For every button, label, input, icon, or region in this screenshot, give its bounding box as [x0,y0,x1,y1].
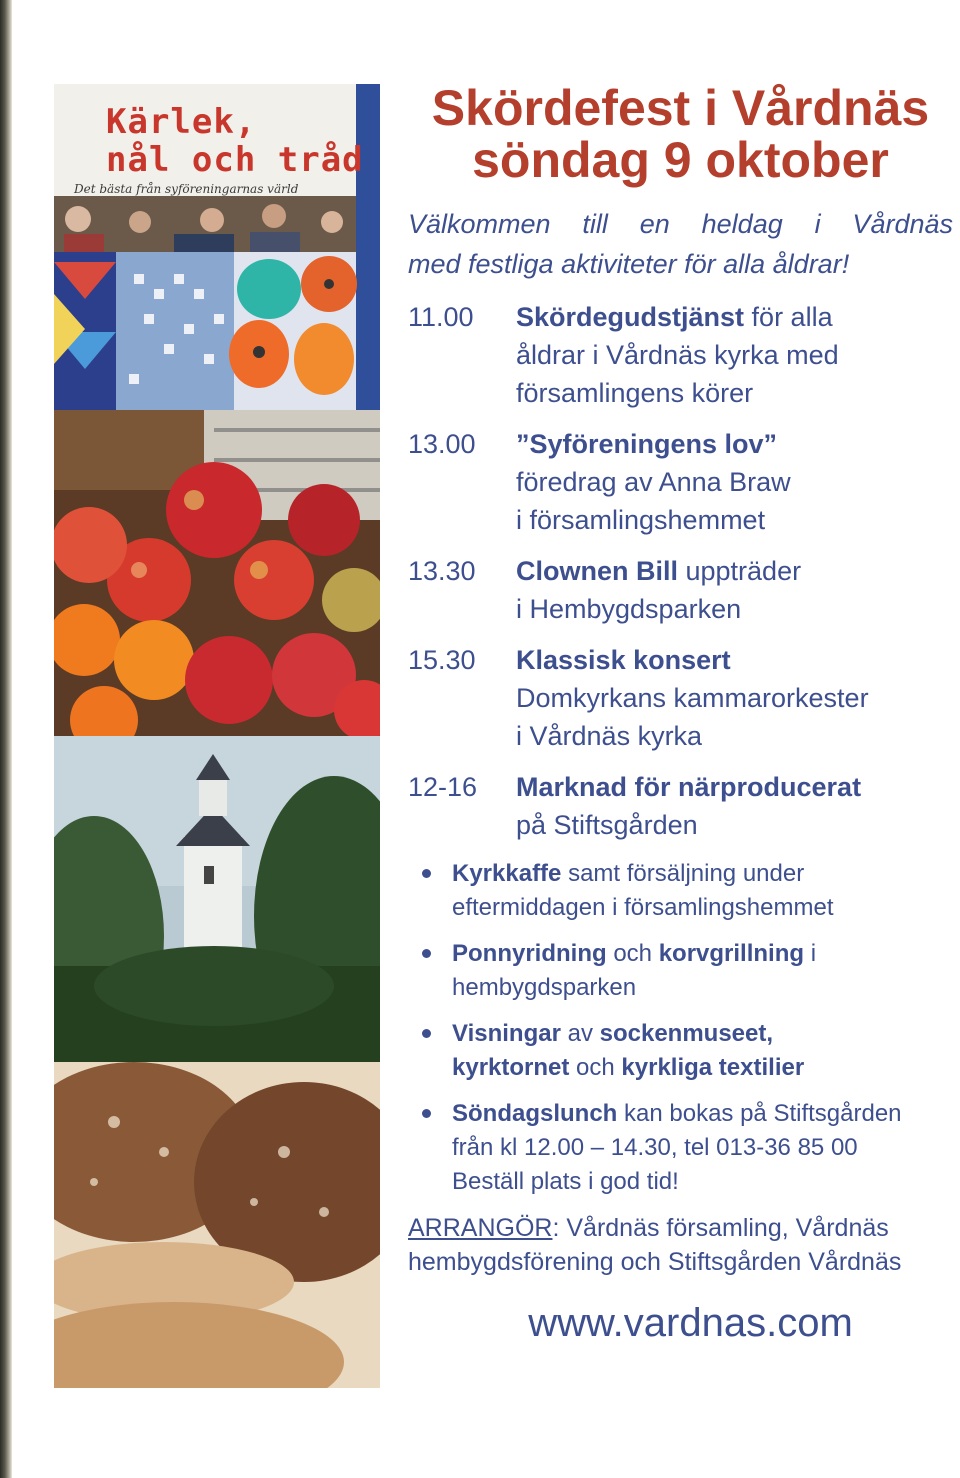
event-detail: i Vårdnäs kyrka [516,721,703,751]
title-line1: Skördefest i Vårdnäs [431,80,930,136]
event-time: 11.00 [408,302,474,332]
event-detail: på Stiftsgården [516,810,698,840]
event-title: Klassisk konsert [516,645,731,675]
organizer-label: ARRANGÖR [408,1214,553,1242]
website-url: www.vardnas.com [528,1301,853,1345]
item-highlight: Kyrkkaffe [452,860,562,887]
schedule [408,298,953,844]
event-detail: föredrag av Anna Braw [516,467,791,497]
list-item [408,857,953,925]
item-highlight: kyrkliga textilier [621,1054,805,1081]
item-text: samt försäljning under [561,860,805,887]
bullet-icon [408,1017,452,1085]
organizer-credit [408,1211,953,1279]
church-image [54,736,380,1062]
item-text: i [804,940,817,967]
bullet-icon [408,1097,452,1199]
item-text: eftermiddagen i församlingshemmet [452,894,834,921]
schedule-item [408,552,953,628]
item-text: Beställ plats i god tid! [452,1168,679,1195]
cover-subtitle: Det bästa från syföreningarnas värld [74,182,299,196]
page-title [408,80,953,188]
item-text: hembygdsparken [452,974,637,1001]
schedule-item [408,425,953,539]
bullet-icon [408,937,452,1005]
event-detail: i församlingshemmet [516,505,766,535]
item-highlight: Visningar [452,1020,561,1047]
intro-line1: Välkommen till en heldag i Vårdnäs [408,209,953,239]
event-time: 15.30 [408,645,476,675]
event-time: 12-16 [408,772,478,802]
event-detail: Domkyrkans kammarorkester [516,683,869,713]
intro-line2: med festliga aktiviteter för alla åldrar! [408,249,850,279]
schedule-item [408,768,953,844]
poster-content [408,80,953,1346]
organizer-text: hembygdsförening och Stiftsgården Vårdnäs [408,1248,902,1276]
item-highlight: korvgrillning [658,940,805,967]
cover-title-line2: nål och tråd [106,140,364,180]
event-title: ”Syföreningens lov” [516,429,778,459]
organizer-text: : Vårdnäs församling, Vårdnäs [552,1214,889,1242]
item-highlight: kyrktornet [452,1054,570,1081]
item-highlight: Ponnyridning [452,940,607,967]
list-item [408,937,953,1005]
schedule-item [408,641,953,755]
item-text: från kl 12.00 – 14.30, tel 013-36 85 00 [452,1134,858,1161]
event-detail: församlingens körer [516,378,754,408]
event-title: Marknad för närproducerat [516,772,862,802]
book-cover-image [54,84,380,410]
event-text: uppträder [678,556,802,586]
intro-text [408,204,953,284]
bread-image [54,1062,380,1388]
item-text: kan bokas på Stiftsgården [617,1100,902,1127]
schedule-item [408,298,953,412]
event-time: 13.00 [408,429,476,459]
list-item [408,1017,953,1085]
item-text: och [569,1054,622,1081]
event-detail: i Hembygdsparken [516,594,742,624]
cover-title-line1: Kärlek, [106,102,257,142]
event-time: 13.30 [408,556,476,586]
event-title: Skördegudstjänst [516,302,745,332]
fruit-basket-image [54,410,380,736]
item-highlight: Söndagslunch [452,1100,618,1127]
event-text: för alla [744,302,833,332]
event-title: Clownen Bill [516,556,678,586]
bullet-icon [408,857,452,925]
item-text: av [560,1020,600,1047]
event-detail: åldrar i Vårdnäs kyrka med [516,340,839,370]
photo-column [54,84,380,1388]
activity-list [408,857,953,1199]
title-date: söndag 9 oktober [472,132,889,188]
left-edge-photo-strip [0,0,12,1478]
item-highlight: sockenmuseet, [599,1020,774,1047]
list-item [408,1097,953,1199]
item-text: och [606,940,659,967]
